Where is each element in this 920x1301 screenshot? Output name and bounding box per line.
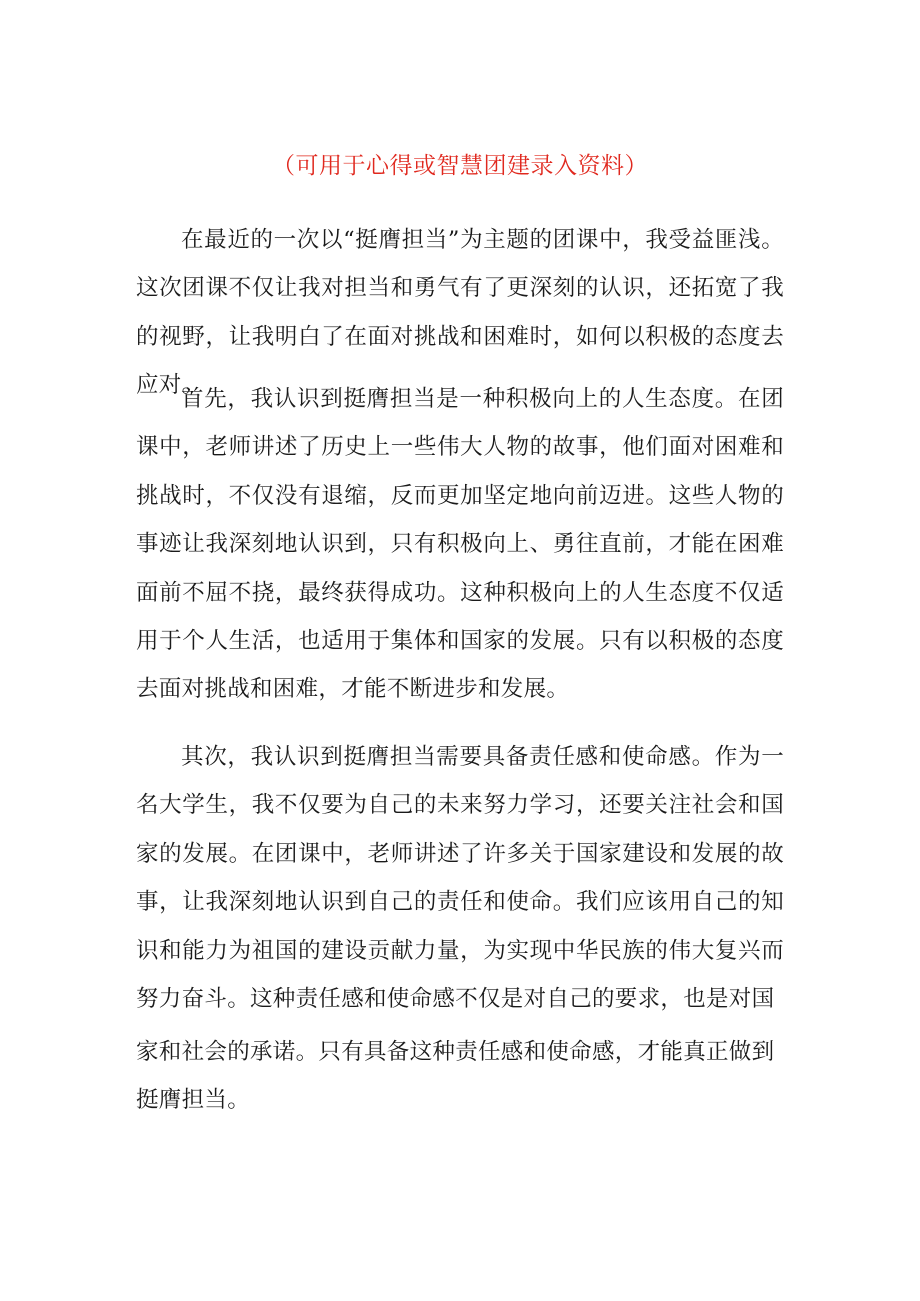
paragraph-first-point: 首先，我认识到挺膺担当是一种积极向上的人生态度。在团课中，老师讲述了历史上一些伟大人物的故事，他们面对困难和挑战时，不仅没有退缩，反而更加坚定地向前迈进。这些人物的事迹让我深刻地认识到，只有积极向上、勇往直前，才能在困难面前不屈不挠，最终获得成功。这种积极向上的人生态度不仅适用于个人生活，也适用于集体和国家的发展。只有以积极的态度去面对挑战和困难，才能不断进步和发展。 — [136, 386, 784, 703]
paragraph-intro: 在最近的一次以“挺膺担当”为主题的团课中，我受益匪浅。这次团课不仅让我对担当和勇气有了更深刻的认识，还拓宽了我的视野，让我明白了在面对挑战和困难时，如何以积极的态度去应对。 — [136, 227, 784, 399]
paragraph-continuation-line: 家和社会的承诺。只有具备这种责任感和使命感，才能真正做到 — [136, 1039, 775, 1065]
paragraph-second-point: 其次，我认识到挺膺担当需要具备责任感和使命感。作为一名大学生，我不仅要为自己的未来努力学习，还要关注社会和国家的发展。在团课中，老师讲述了许多关于国家建设和发展的故事，让我深刻地认识到自己的责任和使命。我们应该用自己的知识和能力为祖国的建设贡献力量，为实现中华民族的伟大复兴而努力奋斗。这种责任感和使命感不仅是对自己的要求，也是对国 — [136, 744, 784, 1013]
document-heading: （可用于心得或智慧团建录入资料） — [272, 153, 648, 179]
paragraph-closing-line: 挺膺担当。 — [136, 1087, 251, 1113]
